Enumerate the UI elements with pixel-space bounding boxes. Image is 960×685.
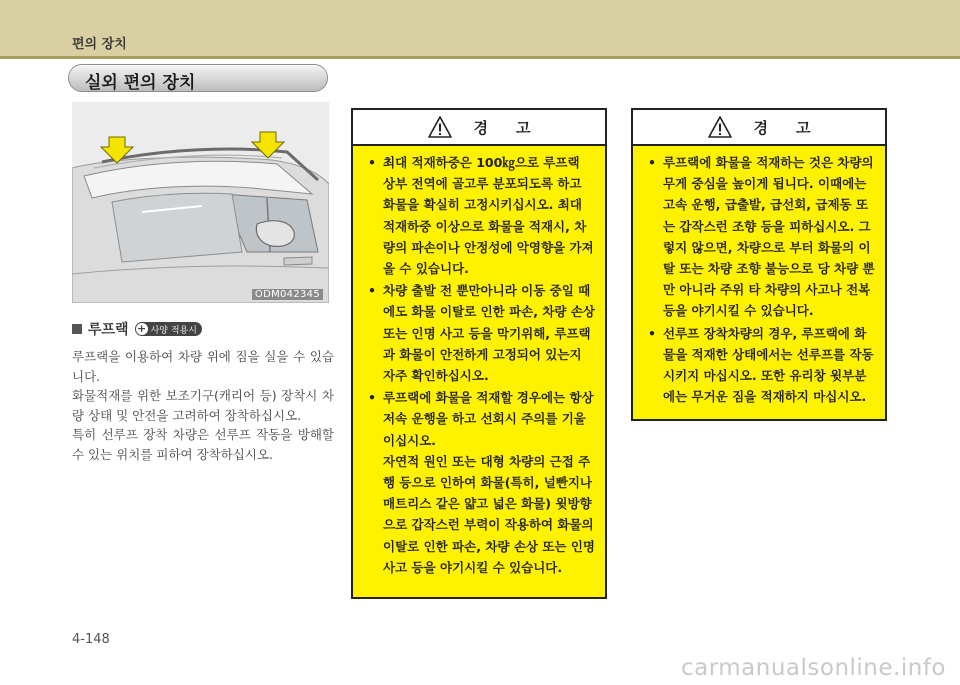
warning-header bbox=[633, 110, 885, 146]
section-title: 실외 편의 장치 bbox=[85, 73, 196, 93]
roofrack-heading bbox=[72, 320, 202, 338]
header-divider bbox=[0, 56, 960, 59]
roofrack-illustration bbox=[72, 102, 329, 303]
description-paragraph: 특히 선루프 장착 차량은 선루프 작동을 방해할 수 있는 위치를 피하여 장착하십시오. bbox=[72, 427, 334, 462]
warning-header bbox=[353, 110, 605, 146]
warning-triangle-icon bbox=[708, 116, 732, 138]
page-number: 4-148 bbox=[72, 632, 110, 647]
warning-item-text: 루프랙에 화물을 적재할 경우에는 항상 저속 운행을 하고 선회시 주의를 기울이십시오. bbox=[383, 390, 594, 448]
warning-title: 경고 bbox=[473, 118, 559, 137]
description-paragraph: 화물적재를 위한 보조기구(캐리어 등) 장착시 차량 상태 및 안전을 고려하여 장착하십시오. bbox=[72, 388, 334, 423]
option-badge-text: 사양 적용시 bbox=[150, 325, 197, 336]
figure-code: ODM042345 bbox=[252, 289, 323, 300]
header-title: 편의 장치 bbox=[72, 37, 127, 52]
warning-item: • 차량 출발 전 뿐만아니라 이동 중일 때에도 화물 이탈로 인한 파손, 차량 손상 또는 인명 사고 등을 막기위해, 루프랙과 화물이 안전하게 고정되어 있는지 자주 확인하십시오. bbox=[363, 280, 595, 386]
square-bullet-icon bbox=[72, 324, 82, 334]
option-badge bbox=[135, 322, 202, 336]
warning-item: • 최대 적재하중은 100㎏으로 루프랙 상부 전역에 골고루 분포되도록 하고 화물을 확실히 고정시키십시오. 최대 적재하중 이상으로 화물을 적재시, 차량의 파손이나 안정성에 악영향을 가져올 수 있습니다. bbox=[363, 152, 595, 279]
warning-title: 경고 bbox=[753, 118, 839, 137]
car-roof-drawing bbox=[72, 102, 329, 303]
warning-triangle-icon bbox=[428, 116, 452, 138]
page-header-band bbox=[0, 0, 960, 56]
warning-item: • 루프랙에 화물을 적재하는 것은 차량의 무게 중심을 높이게 됩니다. 이때에는 고속 운행, 급출발, 급선회, 급제동 또는 갑작스런 조향 등을 피하십시오. 그렇지 않으면, 차량으로 부터 화물의 이탈 또는 차량 조향 불능으로 당 차량 뿐만 아니라 주위 타 차량의 사고나 전복 등을 야기시킬 수 있습니다. bbox=[643, 152, 875, 322]
watermark: carmanualsonline.info bbox=[680, 655, 946, 681]
warning-item-continuation: 자연적 원인 또는 대형 차량의 근접 주행 등으로 인하여 화물(특히, 널빤지나 매트리스 같은 얇고 넓은 화물) 윗방향으로 갑작스런 부력이 작용하여 화물의 이탈로 인한 파손, 차량 손상 또는 인명 사고 등을 야기시킬 수 있습니다. bbox=[383, 453, 595, 575]
warning-item bbox=[363, 387, 595, 578]
roofrack-heading-text: 루프랙 bbox=[88, 322, 129, 338]
plus-icon: + bbox=[136, 322, 147, 335]
roofrack-description bbox=[72, 347, 334, 464]
description-paragraph: 루프랙을 이용하여 차량 위에 짐을 실을 수 있습니다. bbox=[72, 349, 334, 384]
warning-box-2 bbox=[631, 108, 887, 421]
warning-box-1 bbox=[351, 108, 607, 599]
section-title-pill bbox=[68, 64, 328, 92]
warning-list bbox=[363, 152, 595, 579]
warning-list bbox=[643, 152, 875, 408]
warning-item: • 선루프 장착차량의 경우, 루프랙에 화물을 적재한 상태에서는 선루프를 작동시키지 마십시오. 또한 유리창 윗부분에는 무거운 짐을 적재하지 마십시오. bbox=[643, 323, 875, 408]
